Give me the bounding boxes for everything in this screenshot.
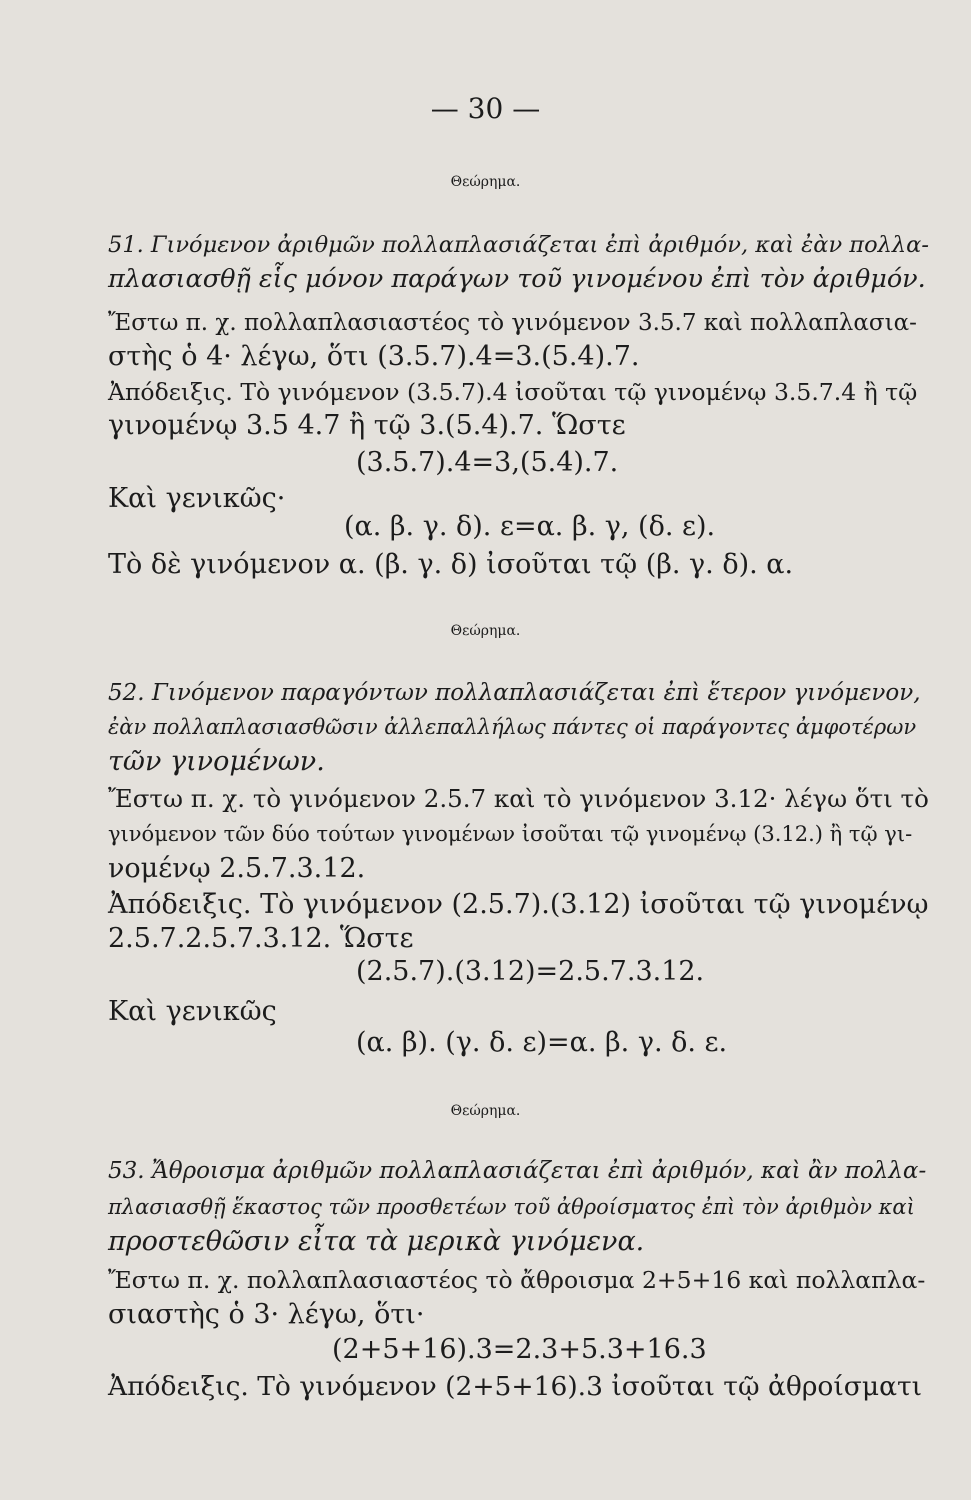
theorem-52-statement-line-3: τῶν γινομένων. (108, 746, 325, 777)
theorem-53-statement-line-2: πλασιασθῇ ἕκαστος τῶν προσθετέων τοῦ ἀθροίσματος ἐπὶ τὸν ἀριθμὸν καὶ (108, 1195, 915, 1219)
theorem-52-general-label: Καὶ γενικῶς (108, 996, 277, 1027)
theorem-heading-3: Θεώρημα. (450, 1103, 521, 1119)
theorem-heading-1: Θεώρημα. (450, 174, 521, 190)
theorem-51-statement-line-1: 51. Γινόμενον ἀριθμῶν πολλαπλασιάζεται ἐπὶ ἀριθμόν, καὶ ἐὰν πολλα- (108, 232, 929, 258)
theorem-heading-2: Θεώρημα. (450, 623, 521, 639)
theorem-52-formula-1: (2.5.7).(3.12)=2.5.7.3.12. (356, 956, 705, 987)
theorem-51-example-line-1: Ἔστω π. χ. πολλαπλασιαστέος τὸ γινόμενον 3.5.7 καὶ πολλαπλασια- (108, 310, 917, 336)
theorem-52-statement-line-2: ἐὰν πολλαπλασιασθῶσιν ἀλλεπαλλήλως πάντες οἱ παράγοντες ἀμφοτέρων (108, 715, 917, 739)
theorem-52-example-line-2: γινόμενον τῶν δύο τούτων γινομένων ἰσοῦται τῷ γινομένῳ (3.12.) ἢ τῷ γι- (108, 822, 913, 846)
theorem-53-statement-line-3: προστεθῶσιν εἶτα τὰ μερικὰ γινόμενα. (108, 1226, 645, 1257)
page-number: — 30 — (430, 92, 541, 125)
theorem-52-proof-line-2: 2.5.7.2.5.7.3.12. Ὥστε (108, 923, 414, 954)
theorem-52-example-line-1: Ἔστω π. χ. τὸ γινόμενον 2.5.7 καὶ τὸ γινόμενον 3.12· λέγω ὅτι τὸ (108, 784, 929, 813)
theorem-51-proof-line-2: γινομένῳ 3.5 4.7 ἢ τῷ 3.(5.4).7. Ὥστε (108, 410, 626, 441)
theorem-52-statement-line-1: 52. Γινόμενον παραγόντων πολλαπλασιάζεται ἐπὶ ἕτερον γινόμενον, (108, 680, 921, 706)
theorem-53-statement-line-1: 53. Ἄθροισμα ἀριθμῶν πολλαπλασιάζεται ἐπὶ ἀριθμόν, καὶ ἂν πολλα- (108, 1158, 927, 1184)
theorem-53-proof-line-1: Ἀπόδειξις. Τὸ γινόμενον (2+5+16).3 ἰσοῦται τῷ ἀθροίσματι (108, 1371, 923, 1402)
theorem-51-product-line: Τὸ δὲ γινόμενον α. (β. γ. δ) ἰσοῦται τῷ (β. γ. δ). α. (108, 549, 794, 580)
theorem-53-formula-1: (2+5+16).3=2.3+5.3+16.3 (332, 1334, 707, 1365)
theorem-52-example-line-3: νομένῳ 2.5.7.3.12. (108, 853, 366, 884)
theorem-53-example-line-2: σιαστὴς ὁ 3· λέγω, ὅτι· (108, 1299, 425, 1330)
theorem-51-general-label: Καὶ γενικῶς· (108, 483, 286, 514)
theorem-51-formula-2: (α. β. γ. δ). ε=α. β. γ, (δ. ε). (344, 511, 716, 542)
theorem-51-statement-line-2: πλασιασθῇ εἷς μόνον παράγων τοῦ γινομένου ἐπὶ τὸν ἀριθμόν. (108, 264, 926, 294)
theorem-51-example-line-2: στὴς ὁ 4· λέγω, ὅτι (3.5.7).4=3.(5.4).7. (108, 341, 640, 372)
theorem-53-example-line-1: Ἔστω π. χ. πολλαπλασιαστέος τὸ ἄθροισμα 2+5+16 καὶ πολλαπλα- (108, 1266, 926, 1294)
theorem-52-proof-line-1: Ἀπόδειξις. Τὸ γινόμενον (2.5.7).(3.12) ἰσοῦται τῷ γινομένῳ (108, 889, 929, 920)
theorem-52-formula-2: (α. β). (γ. δ. ε)=α. β. γ. δ. ε. (356, 1027, 728, 1058)
theorem-51-formula-1: (3.5.7).4=3,(5.4).7. (356, 447, 619, 478)
theorem-51-proof-line-1: Ἀπόδειξις. Τὸ γινόμενον (3.5.7).4 ἰσοῦται τῷ γινομένῳ 3.5.7.4 ἢ τῷ (108, 378, 918, 406)
